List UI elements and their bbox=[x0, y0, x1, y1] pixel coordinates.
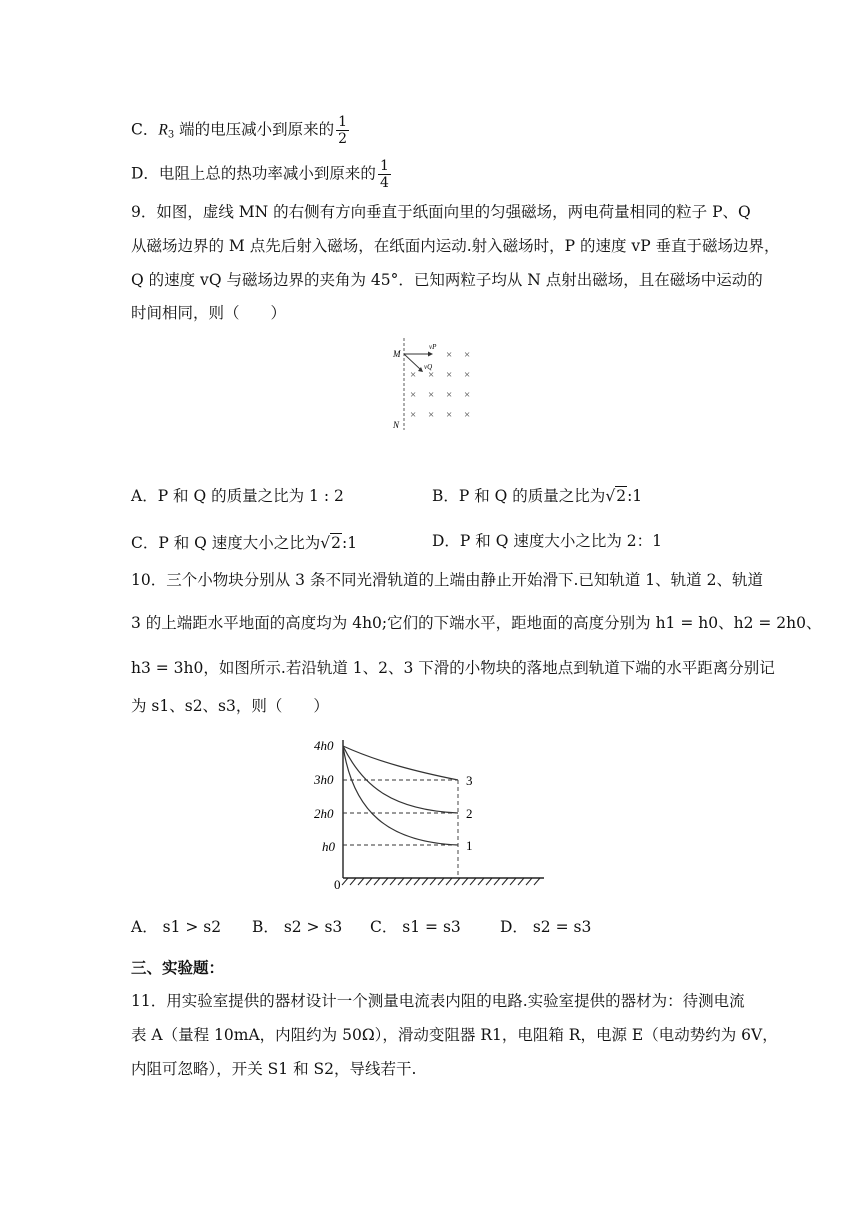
hatch-mark bbox=[390, 878, 396, 885]
track-2 bbox=[343, 746, 458, 813]
option-text: 端的电压减小到原来的 bbox=[174, 120, 335, 139]
q9-option-d: D．P 和 Q 速度大小之比为 2：1 bbox=[432, 532, 662, 550]
field-cross: × bbox=[410, 369, 417, 381]
hatch-mark bbox=[374, 878, 380, 885]
hatch-mark bbox=[422, 878, 428, 885]
hatch-mark bbox=[350, 878, 356, 885]
q11-stem-line-3: 内阻可忽略），开关 S1 和 S2，导线若干. bbox=[131, 1060, 417, 1078]
denominator: 4 bbox=[379, 175, 389, 191]
field-cross: × bbox=[446, 409, 453, 421]
hatch-mark bbox=[510, 878, 516, 885]
ratio-suffix: :1 bbox=[342, 534, 358, 552]
hatch-mark bbox=[438, 878, 444, 885]
hatch-mark bbox=[454, 878, 460, 885]
track-label-1: 1 bbox=[466, 838, 473, 853]
hatch-mark bbox=[518, 878, 524, 885]
q8-option-c bbox=[131, 114, 349, 147]
q10-stem-line-2: 3 的上端距水平地面的高度均为 4h0;它们的下端水平，距地面的高度分别为 h1 = h0、h2 = 2h0、 bbox=[131, 614, 822, 632]
hatch-mark bbox=[446, 878, 452, 885]
q10-option-c: C． s1 = s3 bbox=[370, 918, 461, 936]
q10-stem-line-3: h3 = 3h0，如图所示.若沿轨道 1、2、3 下滑的小物块的落地点到轨道下端的水平距离分别记 bbox=[131, 659, 775, 677]
field-cross: × bbox=[428, 409, 435, 421]
option-text: C．P 和 Q 速度大小之比为 bbox=[131, 534, 321, 552]
field-cross: × bbox=[446, 369, 453, 381]
option-text: B．P 和 Q 的质量之比为 bbox=[432, 487, 606, 505]
field-cross: × bbox=[464, 409, 471, 421]
option-label: C． bbox=[131, 120, 159, 139]
field-cross: × bbox=[446, 349, 453, 361]
q11-stem-line-2: 表 A（量程 10mA，内阻约为 50Ω），滑动变阻器 R1，电阻箱 R，电源 E（电动势约为 6V， bbox=[131, 1026, 778, 1044]
hatch-mark bbox=[502, 878, 508, 885]
q10-stem-line-1: 10．三个小物块分别从 3 条不同光滑轨道的上端由静止开始滑下.已知轨道 1、轨道 2、轨道 bbox=[131, 571, 763, 589]
track-1 bbox=[343, 746, 458, 845]
q11-stem-line-1: 11．用实验室提供的器材设计一个测量电流表内阻的电路.实验室提供的器材为：待测电流 bbox=[131, 992, 745, 1010]
q9-option-b bbox=[432, 485, 642, 507]
q10-track-figure bbox=[308, 732, 548, 892]
sqrt-two: √2 bbox=[320, 534, 342, 552]
track-3 bbox=[343, 746, 458, 780]
subscript: 3 bbox=[167, 129, 175, 141]
q9-stem-line-2: 从磁场边界的 M 点先后射入磁场，在纸面内运动.射入磁场时，P 的速度 vP 垂直于磁场边界， bbox=[131, 237, 780, 255]
hatch-mark bbox=[486, 878, 492, 885]
hatch-mark bbox=[470, 878, 476, 885]
hatch-mark bbox=[398, 878, 404, 885]
field-cross: × bbox=[428, 389, 435, 401]
q9-stem-line-3: Q 的速度 vQ 与磁场边界的夹角为 45°．已知两粒子均从 N 点射出磁场，且在磁场中运动的 bbox=[131, 271, 763, 289]
numerator: 1 bbox=[338, 114, 348, 130]
hatch-mark bbox=[534, 878, 540, 885]
hatch-mark bbox=[366, 878, 372, 885]
y-label-h0: h0 bbox=[322, 839, 335, 854]
hatch-mark bbox=[462, 878, 468, 885]
field-cross: × bbox=[464, 349, 471, 361]
numerator: 1 bbox=[379, 158, 389, 174]
denominator: 2 bbox=[338, 131, 348, 147]
q10-option-d: D． s2 = s3 bbox=[500, 918, 592, 936]
hatch-mark bbox=[478, 878, 484, 885]
var-r: R bbox=[158, 121, 168, 139]
hatch-mark bbox=[406, 878, 412, 885]
hatch-mark bbox=[382, 878, 388, 885]
hatch-mark bbox=[414, 878, 420, 885]
ratio-suffix: :1 bbox=[627, 487, 643, 505]
q10-stem-line-4: 为 s1、s2、s3，则（ ） bbox=[131, 697, 329, 715]
q9-option-c bbox=[131, 532, 357, 554]
field-cross: × bbox=[446, 389, 453, 401]
q10-option-b: B． s2 > s3 bbox=[252, 918, 343, 936]
sqrt-two: √2 bbox=[605, 487, 627, 505]
label-n: N bbox=[393, 420, 400, 430]
track-label-3: 3 bbox=[466, 773, 473, 788]
q9-option-a: A．P 和 Q 的质量之比为 1 : 2 bbox=[131, 487, 344, 505]
field-cross: × bbox=[410, 389, 417, 401]
hatch-mark bbox=[430, 878, 436, 885]
label-vq: vQ bbox=[424, 363, 433, 371]
label-vp: vP bbox=[429, 343, 437, 351]
q9-stem-line-4: 时间相同，则（ ） bbox=[131, 304, 287, 322]
y-label-3h0: 3h0 bbox=[314, 772, 334, 787]
radicand: 2 bbox=[331, 534, 342, 552]
radicand: 2 bbox=[616, 487, 627, 505]
y-label-4h0: 4h0 bbox=[314, 738, 334, 753]
field-cross: × bbox=[428, 369, 435, 381]
fraction-one-quarter bbox=[378, 158, 391, 191]
y-label-0: 0 bbox=[334, 877, 341, 892]
hatch-mark bbox=[342, 878, 348, 885]
q8-option-d bbox=[131, 158, 391, 191]
y-label-2h0: 2h0 bbox=[314, 806, 334, 821]
option-text: D．电阻上总的热功率减小到原来的 bbox=[131, 164, 376, 183]
field-cross: × bbox=[410, 409, 417, 421]
label-m: M bbox=[393, 349, 401, 359]
field-cross: × bbox=[464, 369, 471, 381]
q9-stem-line-1: 9．如图，虚线 MN 的右侧有方向垂直于纸面向里的匀强磁场，两电荷量相同的粒子 P、Q bbox=[131, 203, 751, 221]
vq-arrow bbox=[404, 354, 420, 369]
vp-arrow-head bbox=[428, 352, 433, 357]
fraction-one-half bbox=[336, 114, 349, 147]
field-cross: × bbox=[464, 389, 471, 401]
field-crosses bbox=[410, 349, 470, 421]
ground-hatching bbox=[342, 878, 540, 885]
hatch-mark bbox=[526, 878, 532, 885]
hatch-mark bbox=[494, 878, 500, 885]
q10-option-a: A． s1 > s2 bbox=[131, 918, 222, 936]
hatch-mark bbox=[358, 878, 364, 885]
q9-magnetic-field-figure bbox=[388, 336, 488, 436]
track-label-2: 2 bbox=[466, 806, 473, 821]
section-heading: 三、实验题： bbox=[131, 958, 225, 977]
